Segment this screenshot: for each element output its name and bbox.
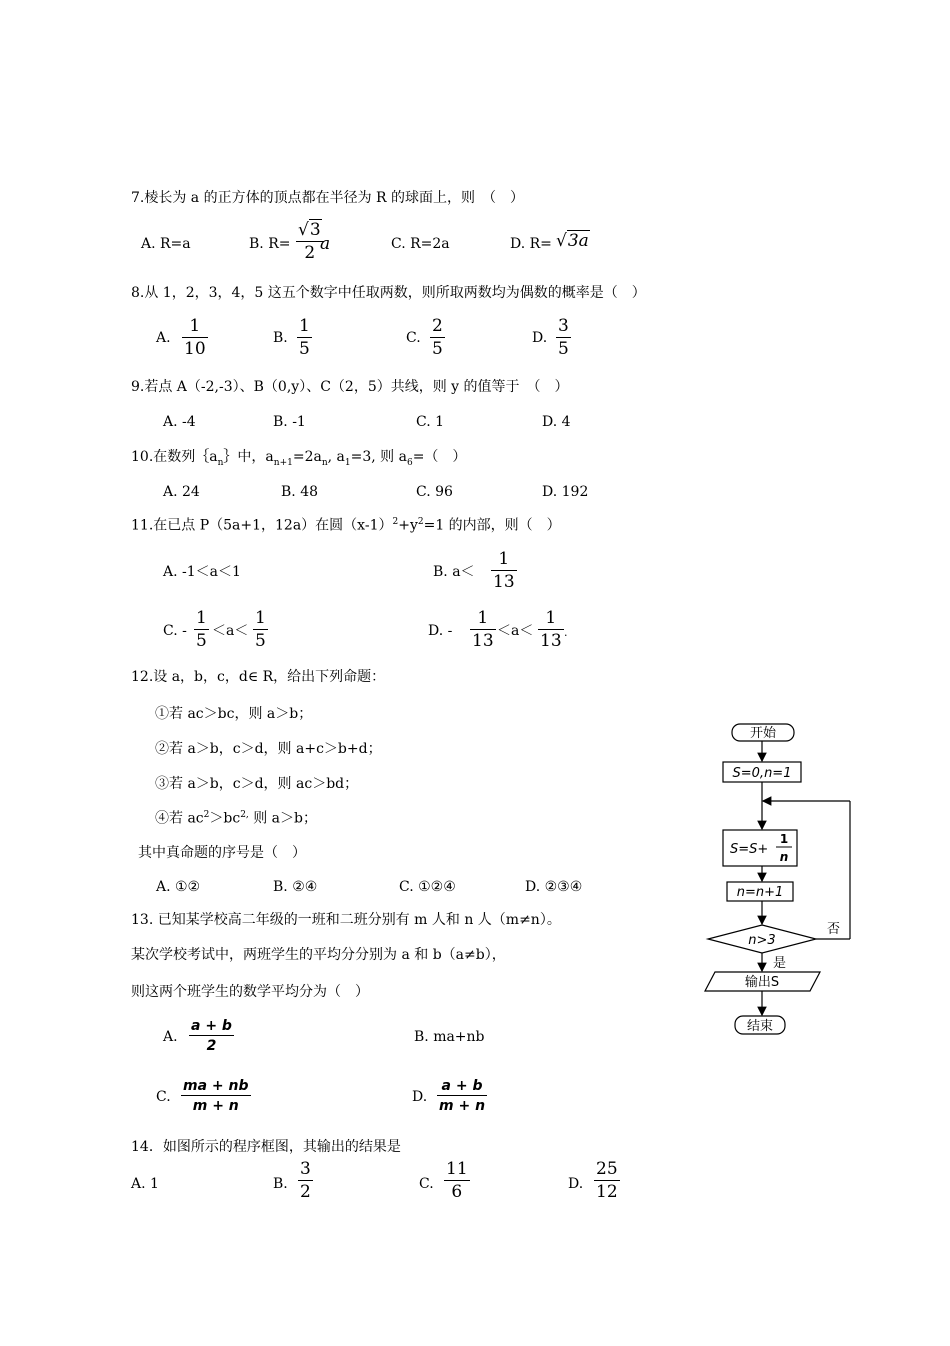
q11-d-end: . [564,626,568,639]
q13-option-a-label: A. [163,1029,178,1045]
q12-option-b: B. ②④ [273,879,318,895]
q7-option-a: A. R=a [141,236,191,252]
q7-b-denominator: 2 [304,243,316,263]
q12-option-c: C. ①②④ [399,879,456,895]
flow-update-s-den: n [779,850,789,864]
q11-c-fraction-2: 1 5 [255,608,266,651]
q12-option-a: A. ①② [156,879,201,895]
q14-b-fraction: 3 2 [300,1159,311,1202]
q13-d-fraction: a + b m + n [439,1078,486,1114]
q8-option-c-label: C. [406,330,421,346]
q14-option-b-label: B. [273,1176,288,1192]
flow-update-s-text: S=S+ [730,842,769,857]
q12-proposition-2: ②若 a＞b，c＞d，则 a+c＞b+d； [155,741,382,757]
q12-option-d: D. ②③④ [525,879,583,895]
q13-a-fraction: a + b 2 [191,1018,232,1054]
q13-c-fraction: ma + nb m + n [183,1078,249,1114]
q14-option-c-label: C. [419,1176,434,1192]
q14-stem: 14．如图所示的程序框图，其输出的结果是 [131,1139,401,1155]
q14-option-a: A. 1 [131,1176,159,1192]
q13-line-2: 某次学校考试中，两班学生的平均分分别为 a 和 b（a≠b）， [131,947,506,963]
q12-proposition-1: ①若 ac＞bc，则 a＞b； [155,706,313,722]
q7-option-c: C. R=2a [391,236,450,252]
q9-option-b: B. -1 [273,414,306,430]
q8-d-fraction: 3 5 [558,316,569,359]
flow-update-s-num: 1 [779,832,789,846]
q7-b-numerator: √3 [298,220,321,240]
q13-option-b: B. ma+nb [414,1029,485,1045]
q12-proposition-3: ③若 a＞b，c＞d，则 ac＞bd； [155,776,359,792]
q11-d-fraction-2: 1 13 [540,608,562,651]
q12-stem: 12.设 a，b，c，d∈ R，给出下列命题： [131,669,386,685]
q7-option-d-label: D. R= [510,236,552,252]
flow-start-text: 开始 [749,726,777,741]
q9-option-c: C. 1 [416,414,445,430]
q10-stem: 10.在数列$\{a_n\}$中，$a_{n+1}=2a_n$, $a_1=3$, 则 $a_6=$（ ） [131,449,467,468]
q8-b-fraction: 1 5 [299,316,310,359]
q14-c-fraction: 11 6 [446,1159,468,1202]
q11-option-a: A. -1＜a＜1 [163,564,241,580]
q13-line-1: 13. 已知某学校高二年级的一班和二班分别有 m 人和 n 人（m≠n）。 [131,912,561,928]
q8-stem: 8.从 1，2，3，4，5 这五个数字中任取两数，则所取两数均为偶数的概率是（ ） [131,285,646,301]
q8-option-d-label: D. [532,330,548,346]
q13-option-d-label: D. [412,1089,428,1105]
q8-option-b-label: B. [273,330,288,346]
flow-init-text: S=0,n=1 [732,766,792,781]
q12-ask: 其中真命题的序号是（ ） [138,845,306,861]
q14-option-d-label: D. [568,1176,584,1192]
q7-stem: 7.棱长为 a 的正方体的顶点都在半径为 R 的球面上，则 （ ） [131,190,525,206]
flow-no-label: 否 [827,922,841,937]
q11-stem: 11.在已点 P（5a+1，12a）在圆$(x-1)^2+y^2=1$ 的内部，则（ ） [131,517,561,534]
q8-option-a-label: A. [156,330,171,346]
q10-option-d: D. 192 [542,484,589,500]
q12-proposition-4: ④若 $ac^2>bc^{2,}$ 则 a＞b； [155,810,317,827]
q7-d-radical: √3a [556,231,589,251]
q10-option-c: C. 96 [416,484,453,500]
q9-option-d: D. 4 [542,414,571,430]
q11-d-mid: ＜a＜ [497,623,534,639]
q10-option-b: B. 48 [281,484,319,500]
q7-b-var: a [320,234,331,254]
q13-line-3: 则这两个班学生的数学平均分为（ ） [131,984,369,1000]
flow-yes-label: 是 [773,956,787,971]
q11-option-d-label: D. - [428,623,453,639]
q9-option-a: A. -4 [163,414,196,430]
q9-stem: 9.若点 A（-2,-3）、B（0,y）、C（2，5）共线，则 y 的值等于 （ ） [131,379,569,395]
q11-b-fraction: 1 13 [493,549,515,592]
q11-d-fraction-1: 1 13 [472,608,494,651]
q10-option-a: A. 24 [163,484,200,500]
flow-update-n-text: n=n+1 [736,885,784,900]
q11-c-fraction-1: 1 5 [196,608,207,651]
q14-d-fraction: 25 12 [596,1159,618,1202]
q8-a-fraction: 1 10 [184,316,206,359]
q13-option-c-label: C. [156,1089,171,1105]
q11-option-b-label: B. a＜ [433,564,475,580]
flow-decision-text: n>3 [748,933,776,948]
q11-option-c-label: C. - [163,623,187,639]
q8-c-fraction: 2 5 [432,316,443,359]
flow-end-text: 结束 [746,1019,774,1034]
q11-c-mid: ＜a＜ [212,623,249,639]
flow-output-text: 输出S [744,975,780,990]
flowchart [690,715,880,1045]
q7-option-b-label: B. R= [249,236,291,252]
